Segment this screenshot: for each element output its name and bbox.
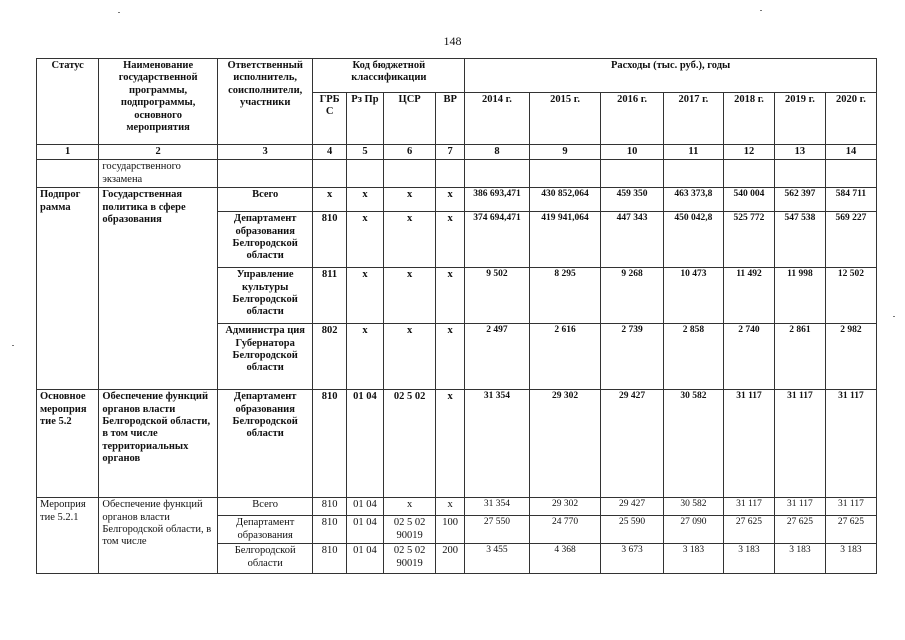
value-cell: 27 090 (663, 516, 723, 544)
scan-speck (12, 345, 14, 346)
value-cell: 447 343 (601, 212, 663, 268)
csr-cell: х (384, 498, 436, 516)
executor-cell: Белгородской области (217, 544, 313, 574)
grbs-cell: 810 (313, 498, 346, 516)
executor-cell: Департамент образования Белгородской области (217, 212, 313, 268)
value-cell: 3 183 (774, 544, 825, 574)
grbs-cell: 810 (313, 544, 346, 574)
column-number: 12 (724, 145, 775, 160)
year-header: 2018 г. (724, 93, 775, 145)
value-cell: 27 625 (825, 516, 876, 544)
column-number: 2 (99, 145, 218, 160)
vr-header: ВР (436, 93, 465, 145)
value-cell: 569 227 (825, 212, 876, 268)
value-cell: 29 302 (529, 390, 601, 498)
header-row (37, 59, 877, 93)
column-number: 13 (774, 145, 825, 160)
grbs-cell: 810 (313, 212, 346, 268)
value-cell: 31 354 (465, 390, 529, 498)
value-cell: 31 117 (724, 390, 775, 498)
rzpr-cell: 01 04 (346, 390, 383, 498)
main-event-status: Основное мероприя тие 5.2 (37, 390, 99, 498)
vr-cell: 200 (436, 544, 465, 574)
year-header: 2014 г. (465, 93, 529, 145)
budget-table (36, 58, 877, 574)
rzpr-cell: х (346, 268, 383, 324)
rzpr-cell: 01 04 (346, 498, 383, 516)
executor-cell: Администра ция Губернатора Белгородской области (217, 324, 313, 390)
sub-program-status: Подпрог рамма (37, 188, 99, 390)
rzpr-cell: х (346, 212, 383, 268)
executor-cell: Управление культуры Белгородской области (217, 268, 313, 324)
year-header: 2019 г. (774, 93, 825, 145)
value-cell: 11 998 (774, 268, 825, 324)
value-cell: 2 858 (663, 324, 723, 390)
value-cell: 27 625 (774, 516, 825, 544)
value-cell: 2 739 (601, 324, 663, 390)
value-cell: 547 538 (774, 212, 825, 268)
scan-speck (118, 12, 120, 13)
csr-cell: 02 5 02 90019 (384, 544, 436, 574)
year-header: 2015 г. (529, 93, 601, 145)
main-event-name: Обеспечение функций органов власти Белгородской области, в том числе территориальных органов (99, 390, 218, 498)
csr-cell: 02 5 02 90019 (384, 516, 436, 544)
value-cell: 3 183 (724, 544, 775, 574)
executor-header: Ответственный исполнитель, соисполнители, участники (217, 59, 313, 145)
value-cell: 450 042,8 (663, 212, 723, 268)
value-cell: 2 861 (774, 324, 825, 390)
column-number: 11 (663, 145, 723, 160)
rzpr-cell: х (346, 324, 383, 390)
value-cell: 3 455 (465, 544, 529, 574)
vr-cell: х (436, 324, 465, 390)
table-row (37, 188, 877, 212)
value-cell: 24 770 (529, 516, 601, 544)
column-number: 7 (436, 145, 465, 160)
vr-cell: х (436, 268, 465, 324)
column-number: 14 (825, 145, 876, 160)
event-status: Мероприя тие 5.2.1 (37, 498, 99, 574)
column-number-row (37, 145, 877, 160)
value-cell: 3 183 (663, 544, 723, 574)
vr-cell: х (436, 212, 465, 268)
budget-code-header: Код бюджетной классификации (313, 59, 465, 93)
value-cell: 2 982 (825, 324, 876, 390)
column-number: 4 (313, 145, 346, 160)
value-cell: 8 295 (529, 268, 601, 324)
csr-cell: х (384, 212, 436, 268)
value-cell: 540 004 (724, 188, 775, 212)
scan-speck (893, 316, 895, 317)
value-cell: 10 473 (663, 268, 723, 324)
value-cell: 562 397 (774, 188, 825, 212)
vr-cell: х (436, 390, 465, 498)
column-number: 6 (384, 145, 436, 160)
rzpr-cell: 01 04 (346, 544, 383, 574)
column-number: 1 (37, 145, 99, 160)
csr-cell: х (384, 188, 436, 212)
csr-cell: х (384, 268, 436, 324)
value-cell: 419 941,064 (529, 212, 601, 268)
name-header: Наименование государственной программы, подпрограммы, основного мероприятия (99, 59, 218, 145)
value-cell: 25 590 (601, 516, 663, 544)
column-number: 10 (601, 145, 663, 160)
value-cell: 2 497 (465, 324, 529, 390)
csr-header: ЦСР (384, 93, 436, 145)
value-cell: 31 117 (825, 390, 876, 498)
grbs-cell: 802 (313, 324, 346, 390)
value-cell: 3 673 (601, 544, 663, 574)
table-row (37, 390, 877, 498)
value-cell: 584 711 (825, 188, 876, 212)
value-cell: 29 427 (601, 498, 663, 516)
value-cell: 3 183 (825, 544, 876, 574)
value-cell: 374 694,471 (465, 212, 529, 268)
value-cell: 2 740 (724, 324, 775, 390)
value-cell: 9 268 (601, 268, 663, 324)
status-header: Статус (37, 59, 99, 145)
expenses-header: Расходы (тыс. руб.), годы (465, 59, 877, 93)
value-cell: 27 550 (465, 516, 529, 544)
value-cell: 27 625 (724, 516, 775, 544)
grbs-cell: х (313, 188, 346, 212)
page-number: 148 (443, 34, 462, 48)
executor-cell: Всего (217, 188, 313, 212)
csr-cell: 02 5 02 (384, 390, 436, 498)
column-number: 3 (217, 145, 313, 160)
csr-cell: х (384, 324, 436, 390)
value-cell: 463 373,8 (663, 188, 723, 212)
continuation-text: государственного экзамена (99, 160, 218, 188)
executor-cell: Департамент образования (217, 516, 313, 544)
value-cell: 430 852,064 (529, 188, 601, 212)
rzpr-cell: 01 04 (346, 516, 383, 544)
value-cell: 11 492 (724, 268, 775, 324)
year-header: 2017 г. (663, 93, 723, 145)
vr-cell: х (436, 188, 465, 212)
grbs-cell: 810 (313, 390, 346, 498)
value-cell: 525 772 (724, 212, 775, 268)
column-number: 5 (346, 145, 383, 160)
value-cell: 31 354 (465, 498, 529, 516)
value-cell: 9 502 (465, 268, 529, 324)
vr-cell: 100 (436, 516, 465, 544)
value-cell: 31 117 (774, 390, 825, 498)
rzpr-header: Рз Пр (346, 93, 383, 145)
value-cell: 29 427 (601, 390, 663, 498)
value-cell: 459 350 (601, 188, 663, 212)
grbs-header: ГРБ С (313, 93, 346, 145)
column-number: 9 (529, 145, 601, 160)
rzpr-cell: х (346, 188, 383, 212)
value-cell: 31 117 (825, 498, 876, 516)
value-cell: 31 117 (724, 498, 775, 516)
column-number: 8 (465, 145, 529, 160)
value-cell: 4 368 (529, 544, 601, 574)
continuation-row (37, 160, 877, 188)
value-cell: 29 302 (529, 498, 601, 516)
scan-speck (760, 10, 762, 11)
year-header: 2020 г. (825, 93, 876, 145)
value-cell: 12 502 (825, 268, 876, 324)
value-cell: 2 616 (529, 324, 601, 390)
vr-cell: х (436, 498, 465, 516)
executor-cell: Департамент образования Белгородской области (217, 390, 313, 498)
value-cell: 30 582 (663, 390, 723, 498)
value-cell: 31 117 (774, 498, 825, 516)
grbs-cell: 811 (313, 268, 346, 324)
value-cell: 386 693,471 (465, 188, 529, 212)
grbs-cell: 810 (313, 516, 346, 544)
event-name: Обеспечение функций органов власти Белгородской области, в том числе (99, 498, 218, 574)
year-header: 2016 г. (601, 93, 663, 145)
value-cell: 30 582 (663, 498, 723, 516)
executor-cell: Всего (217, 498, 313, 516)
table-row (37, 498, 877, 516)
sub-program-name: Государственная политика в сфере образования (99, 188, 218, 390)
